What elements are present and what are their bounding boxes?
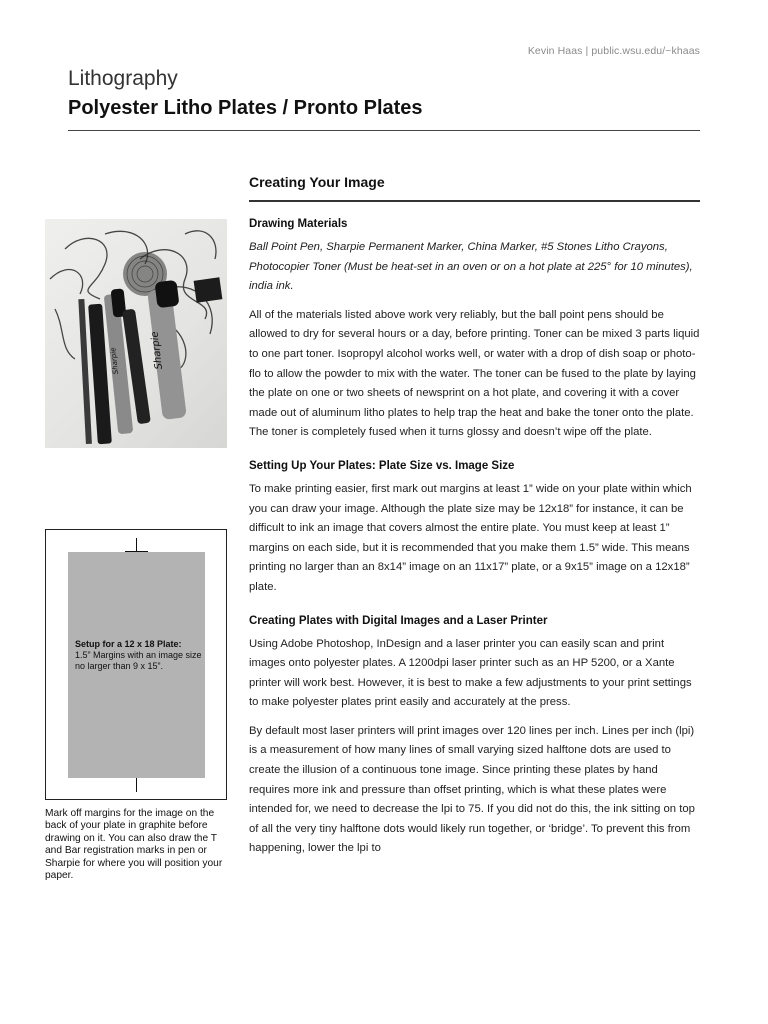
plate-setup-label <box>75 639 203 672</box>
page-title: Polyester Litho Plates / Pronto Plates <box>68 97 423 119</box>
setup-body: To make printing easier, first mark out margins at least 1” wide on your plate within which you can draw your image. Although the plate size may be 12x18” for instance, it can be difficult to ink an image that covers almost the entire plate. You must keep at least 1” margins on each side, but it is recommended that you make them 1.5” wide. This means printing no larger than an 8x14” image on an 11x17” plate, or a 9x15” image on a 12x18” plate. <box>249 482 692 593</box>
header-credit: Kevin Haas | public.wsu.edu/~khaas <box>527 45 700 57</box>
digital-body-1: Using Adobe Photoshop, InDesign and a laser printer you can easily scan and print images onto polyester plates. A 1200dpi laser printer such as an HP 5200, or a Xante printer will work best. However, it is best to make a few adjustments to your print settings to make polyester plates print easily and accurately at the press. <box>249 637 692 709</box>
drawing-materials-list: Ball Point Pen, Sharpie Permanent Marker, China Marker, #5 Stones Litho Crayons, Photocopier Toner (Must be heat-set in an oven or on a hot plate at 225° for 10 minutes), india ink. <box>249 241 693 293</box>
drawing-materials-photo <box>45 219 227 448</box>
drawing-materials-body: All of the materials listed above work very reliably, but the ball point pens should be allowed to dry for several hours or a day, before printing. Toner can be mixed 3 parts liquid to one part toner. Isopropyl alcohol works well, or water with a drop of dish soap or photo-flo to allow the powder to mix with the water. The toner can be fused to the plate by laying the plate on one or two sheets of newsprint on a hot plate, and covering it with a cover made out of aluminum litho plates to help trap the heat and bake the toner onto the plate. The toner is completely fused when it turns glossy and doesn’t wipe off the plate. <box>249 308 700 439</box>
plate-setup-label-title: Setup for a 12 x 18 Plate: <box>75 639 182 649</box>
image-area <box>68 552 205 778</box>
sharpie-label-small: Sharpie <box>109 347 120 375</box>
t-registration-mark <box>136 538 137 552</box>
bar-registration-mark <box>136 778 137 792</box>
pens-illustration <box>45 219 227 448</box>
section-divider <box>249 200 700 202</box>
drawing-materials-heading: Drawing Materials <box>249 218 348 230</box>
series-title: Lithography <box>68 67 178 90</box>
diagram-caption: Mark off margins for the image on the back of your plate in graphite before drawing on it. You can also draw the T and Bar registration marks in pen or Sharpie for where you will position your paper. <box>45 808 223 882</box>
plate-setup-label-body: 1.5” Margins with an image size no larger than 9 x 15”. <box>75 650 202 671</box>
main-content <box>249 214 700 868</box>
setup-heading: Setting Up Your Plates: Plate Size vs. Image Size <box>249 459 515 472</box>
section-title: Creating Your Image <box>249 174 385 190</box>
header-divider <box>68 130 700 131</box>
digital-body-2: By default most laser printers will print images over 120 lines per inch. Lines per inch (lpi) is a measurement of how many lines of small varying sized halftone dots are used to create the illusion of a continuous tone image. Since printing these plates by hand requires more ink and pressure than offset printing, which is what these plates were intended for, we need to decrease the lpi to 75. If you did not do this, the ink sitting on top of all the very tiny halftone dots would likely run together, or ‘bridge’. To prevent this from happening, lower the lpi to <box>249 724 695 855</box>
sharpie-label-large: Sharpie <box>149 330 165 370</box>
digital-heading: Creating Plates with Digital Images and a Laser Printer <box>249 614 548 627</box>
plate-setup-diagram <box>45 529 227 800</box>
